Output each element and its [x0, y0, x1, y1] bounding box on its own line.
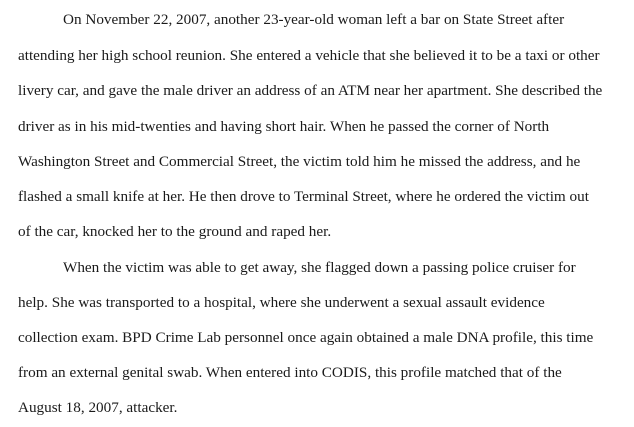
paragraph-2-line-4: from an external genital swab. When entered into CODIS, this profile matched that of the — [18, 364, 562, 381]
paragraph-1-line-7: of the car, knocked her to the ground and raped her. — [18, 223, 332, 240]
paragraph-2-line-2: help. She was transported to a hospital, where she underwent a sexual assault evidence — [18, 294, 545, 311]
paragraph-2-line-3: collection exam. BPD Crime Lab personnel once again obtained a male DNA profile, this time — [18, 329, 594, 346]
paragraph-1-line-5: Washington Street and Commercial Street, the victim told him he missed the address, and he — [18, 153, 581, 170]
paragraph-1-line-1: On November 22, 2007, another 23-year-old woman left a bar on State Street after — [63, 11, 565, 28]
paragraph-1-line-4: driver as in his mid-twenties and having short hair. When he passed the corner of North — [18, 118, 550, 135]
paragraph-2-line-1: When the victim was able to get away, she flagged down a passing police cruiser for — [63, 259, 576, 276]
paragraph-1-line-3: livery car, and gave the male driver an address of an ATM near her apartment. She described the — [18, 82, 603, 99]
paragraph-1-line-2: attending her high school reunion. She entered a vehicle that she believed it to be a taxi or other — [18, 47, 600, 64]
paragraph-2-line-5: August 18, 2007, attacker. — [18, 399, 178, 416]
paragraph-1-line-6: flashed a small knife at her. He then drove to Terminal Street, where he ordered the victim out — [18, 188, 589, 205]
